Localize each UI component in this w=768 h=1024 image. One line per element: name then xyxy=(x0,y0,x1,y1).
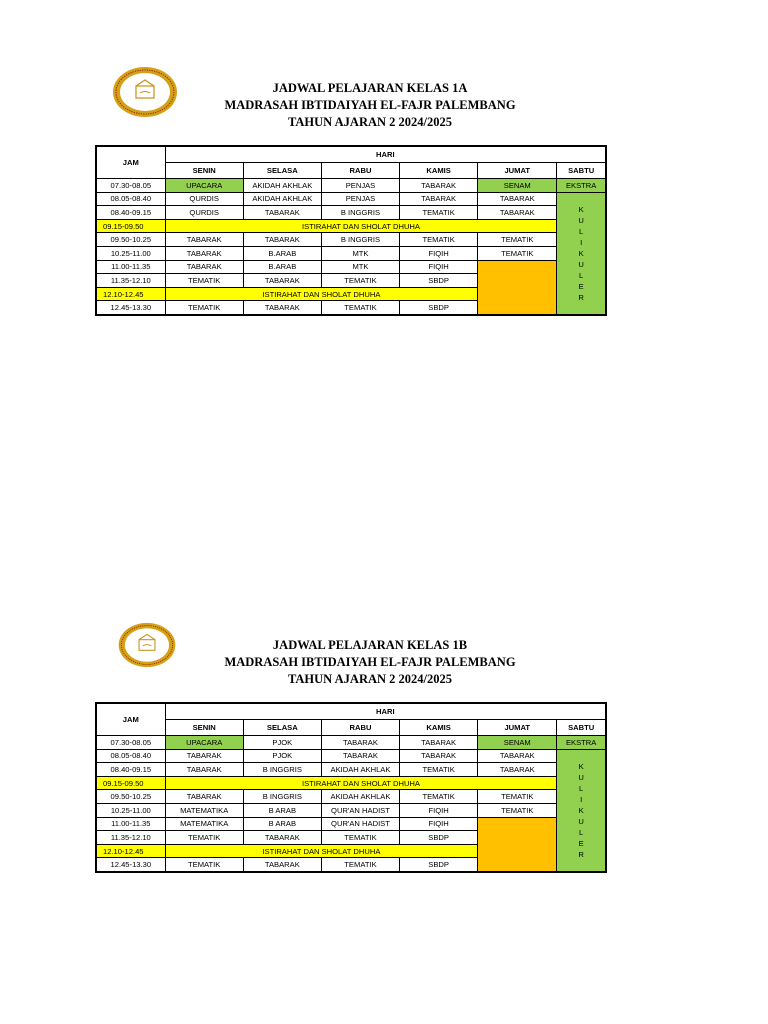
selasa-cell: TABARAK xyxy=(243,858,321,872)
jam-cell: 08.05-08.40 xyxy=(96,192,165,206)
rabu-cell: TABARAK xyxy=(321,749,399,763)
kamis-cell: TEMATIK xyxy=(400,763,478,777)
kulikuler-letter: K xyxy=(578,805,584,815)
kamis-cell: FIQIH xyxy=(400,817,478,831)
table-row xyxy=(96,817,606,831)
jam-cell: 11.00-11.35 xyxy=(96,260,165,274)
kulikuler-letter: U xyxy=(578,215,584,225)
kamis-cell: TEMATIK xyxy=(400,790,478,804)
jumat-cell: TABARAK xyxy=(478,763,557,777)
kulikuler-letter: U xyxy=(578,772,584,782)
jumat-cell: TEMATIK xyxy=(478,233,557,247)
selasa-cell: AKIDAH AKHLAK xyxy=(243,179,321,193)
rabu-cell: PENJAS xyxy=(321,192,399,206)
jam-cell: 07.30-08.05 xyxy=(96,736,165,750)
title-line-2: MADRASAH IBTIDAIYAH EL-FAJR PALEMBANG xyxy=(224,98,516,112)
rabu-cell: MTK xyxy=(321,260,399,274)
kamis-cell: SBDP xyxy=(400,831,478,845)
rabu-cell: TEMATIK xyxy=(321,831,399,845)
jam-cell: 12.10-12.45 xyxy=(96,844,165,858)
jam-cell: 07.30-08.05 xyxy=(96,179,165,193)
senin-cell: TABARAK xyxy=(165,763,243,777)
schedule-title xyxy=(170,80,570,131)
jumat-cell: SENAM xyxy=(478,736,557,750)
header-day-sabtu: SABTU xyxy=(557,720,606,736)
selasa-cell: B INGGRIS xyxy=(243,763,321,777)
schedule-title xyxy=(170,637,570,688)
kulikuler-letter: K xyxy=(578,204,584,214)
selasa-cell: AKIDAH AKHLAK xyxy=(243,192,321,206)
selasa-cell: TABARAK xyxy=(243,831,321,845)
break-cell: ISTIRAHAT DAN SHOLAT DHUHA xyxy=(165,219,557,233)
kamis-cell: SBDP xyxy=(400,301,478,315)
kulikuler-letter: U xyxy=(578,816,584,826)
header-day-selasa: SELASA xyxy=(243,720,321,736)
jam-cell: 11.00-11.35 xyxy=(96,817,165,831)
table-row xyxy=(96,790,606,804)
jam-cell: 11.35-12.10 xyxy=(96,831,165,845)
rabu-cell: QUR'AN HADIST xyxy=(321,803,399,817)
schedule-table xyxy=(95,702,607,873)
rabu-cell: MTK xyxy=(321,246,399,260)
rabu-cell: AKIDAH AKHLAK xyxy=(321,790,399,804)
kamis-cell: TEMATIK xyxy=(400,233,478,247)
jumat-cell: TEMATIK xyxy=(478,246,557,260)
school-logo xyxy=(117,622,177,668)
senin-cell: TABARAK xyxy=(165,260,243,274)
jumat-cell: TABARAK xyxy=(478,749,557,763)
school-logo xyxy=(112,66,178,118)
table-row xyxy=(96,260,606,274)
sabtu-cell: EKSTRA xyxy=(557,179,606,193)
rabu-cell: B INGGRIS xyxy=(321,233,399,247)
kulikuler-cell xyxy=(557,749,606,872)
kulikuler-letter: L xyxy=(579,827,584,837)
rabu-cell: AKIDAH AKHLAK xyxy=(321,763,399,777)
header-jam: JAM xyxy=(96,703,165,736)
header-day-sabtu: SABTU xyxy=(557,163,606,179)
table-row xyxy=(96,803,606,817)
header-day-rabu: RABU xyxy=(321,720,399,736)
kamis-cell: TEMATIK xyxy=(400,206,478,220)
table-row-break xyxy=(96,219,606,233)
selasa-cell: B ARAB xyxy=(243,817,321,831)
selasa-cell: B.ARAB xyxy=(243,260,321,274)
jumat-empty-block xyxy=(478,817,557,872)
jam-cell: 12.10-12.45 xyxy=(96,287,165,301)
jam-cell: 09.15-09.50 xyxy=(96,776,165,790)
jam-cell: 12.45-13.30 xyxy=(96,858,165,872)
selasa-cell: TABARAK xyxy=(243,206,321,220)
header-day-jumat: JUMAT xyxy=(478,720,557,736)
senin-cell: UPACARA xyxy=(165,736,243,750)
selasa-cell: B ARAB xyxy=(243,803,321,817)
table-row xyxy=(96,736,606,750)
kamis-cell: SBDP xyxy=(400,858,478,872)
table-row xyxy=(96,246,606,260)
kulikuler-letter: I xyxy=(580,237,583,247)
senin-cell: UPACARA xyxy=(165,179,243,193)
selasa-cell: PJOK xyxy=(243,736,321,750)
header-hari: HARI xyxy=(165,146,606,163)
kulikuler-letter: E xyxy=(578,838,584,848)
rabu-cell: TEMATIK xyxy=(321,858,399,872)
rabu-cell: B INGGRIS xyxy=(321,206,399,220)
header-hari: HARI xyxy=(165,703,606,720)
jam-cell: 08.40-09.15 xyxy=(96,206,165,220)
kulikuler-letter: I xyxy=(580,794,583,804)
header-day-kamis: KAMIS xyxy=(400,163,478,179)
kamis-cell: FIQIH xyxy=(400,246,478,260)
senin-cell: TEMATIK xyxy=(165,274,243,288)
senin-cell: MATEMATIKA xyxy=(165,803,243,817)
kamis-cell: FIQIH xyxy=(400,803,478,817)
kamis-cell: TABARAK xyxy=(400,179,478,193)
header-day-jumat: JUMAT xyxy=(478,163,557,179)
selasa-cell: B.ARAB xyxy=(243,246,321,260)
jumat-cell: SENAM xyxy=(478,179,557,193)
senin-cell: TABARAK xyxy=(165,246,243,260)
kulikuler-letter: K xyxy=(578,761,584,771)
senin-cell: QURDIS xyxy=(165,206,243,220)
header-day-kamis: KAMIS xyxy=(400,720,478,736)
kulikuler-letter: R xyxy=(578,849,584,859)
title-line-2: MADRASAH IBTIDAIYAH EL-FAJR PALEMBANG xyxy=(224,655,516,669)
senin-cell: TABARAK xyxy=(165,233,243,247)
senin-cell: TABARAK xyxy=(165,790,243,804)
senin-cell: TEMATIK xyxy=(165,858,243,872)
table-row xyxy=(96,233,606,247)
rabu-cell: TABARAK xyxy=(321,736,399,750)
kulikuler-cell xyxy=(557,192,606,315)
jam-cell: 12.45-13.30 xyxy=(96,301,165,315)
kulikuler-letter: K xyxy=(578,248,584,258)
rabu-cell: TEMATIK xyxy=(321,301,399,315)
break-cell: ISTIRAHAT DAN SHOLAT DHUHA xyxy=(165,287,478,301)
kamis-cell: TABARAK xyxy=(400,749,478,763)
jumat-empty-block xyxy=(478,260,557,315)
title-line-1: JADWAL PELAJARAN KELAS 1B xyxy=(272,638,468,652)
table-row xyxy=(96,763,606,777)
kamis-cell: TABARAK xyxy=(400,192,478,206)
rabu-cell: TEMATIK xyxy=(321,274,399,288)
senin-cell: QURDIS xyxy=(165,192,243,206)
senin-cell: TEMATIK xyxy=(165,831,243,845)
schedule-table xyxy=(95,145,607,316)
jam-cell: 10.25-11.00 xyxy=(96,246,165,260)
jam-cell: 09.50-10.25 xyxy=(96,790,165,804)
senin-cell: MATEMATIKA xyxy=(165,817,243,831)
jumat-cell: TABARAK xyxy=(478,192,557,206)
title-line-3: TAHUN AJARAN 2 2024/2025 xyxy=(287,115,452,129)
header-day-selasa: SELASA xyxy=(243,163,321,179)
kulikuler-letter: L xyxy=(579,783,584,793)
table-row xyxy=(96,749,606,763)
table-row xyxy=(96,179,606,193)
table-row xyxy=(96,192,606,206)
kulikuler-letter: U xyxy=(578,259,584,269)
jam-cell: 11.35-12.10 xyxy=(96,274,165,288)
senin-cell: TABARAK xyxy=(165,749,243,763)
sabtu-cell: EKSTRA xyxy=(557,736,606,750)
break-cell: ISTIRAHAT DAN SHOLAT DHUHA xyxy=(165,844,478,858)
table-row-break xyxy=(96,776,606,790)
break-cell: ISTIRAHAT DAN SHOLAT DHUHA xyxy=(165,776,557,790)
kulikuler-letter: L xyxy=(579,226,584,236)
header-day-senin: SENIN xyxy=(165,720,243,736)
jam-cell: 09.50-10.25 xyxy=(96,233,165,247)
jumat-cell: TABARAK xyxy=(478,206,557,220)
rabu-cell: QUR'AN HADIST xyxy=(321,817,399,831)
kamis-cell: FIQIH xyxy=(400,260,478,274)
kulikuler-letter: R xyxy=(578,292,584,302)
header-day-rabu: RABU xyxy=(321,163,399,179)
kamis-cell: SBDP xyxy=(400,274,478,288)
kamis-cell: TABARAK xyxy=(400,736,478,750)
jam-cell: 09.15-09.50 xyxy=(96,219,165,233)
jam-cell: 10.25-11.00 xyxy=(96,803,165,817)
selasa-cell: TABARAK xyxy=(243,274,321,288)
selasa-cell: B INGGRIS xyxy=(243,790,321,804)
header-day-senin: SENIN xyxy=(165,163,243,179)
table-row xyxy=(96,206,606,220)
selasa-cell: PJOK xyxy=(243,749,321,763)
kulikuler-letter: L xyxy=(579,270,584,280)
title-line-1: JADWAL PELAJARAN KELAS 1A xyxy=(272,81,468,95)
senin-cell: TEMATIK xyxy=(165,301,243,315)
title-line-3: TAHUN AJARAN 2 2024/2025 xyxy=(287,672,452,686)
jumat-cell: TEMATIK xyxy=(478,803,557,817)
header-jam: JAM xyxy=(96,146,165,179)
rabu-cell: PENJAS xyxy=(321,179,399,193)
jumat-cell: TEMATIK xyxy=(478,790,557,804)
jam-cell: 08.40-09.15 xyxy=(96,763,165,777)
jam-cell: 08.05-08.40 xyxy=(96,749,165,763)
selasa-cell: TABARAK xyxy=(243,233,321,247)
selasa-cell: TABARAK xyxy=(243,301,321,315)
kulikuler-letter: E xyxy=(578,281,584,291)
